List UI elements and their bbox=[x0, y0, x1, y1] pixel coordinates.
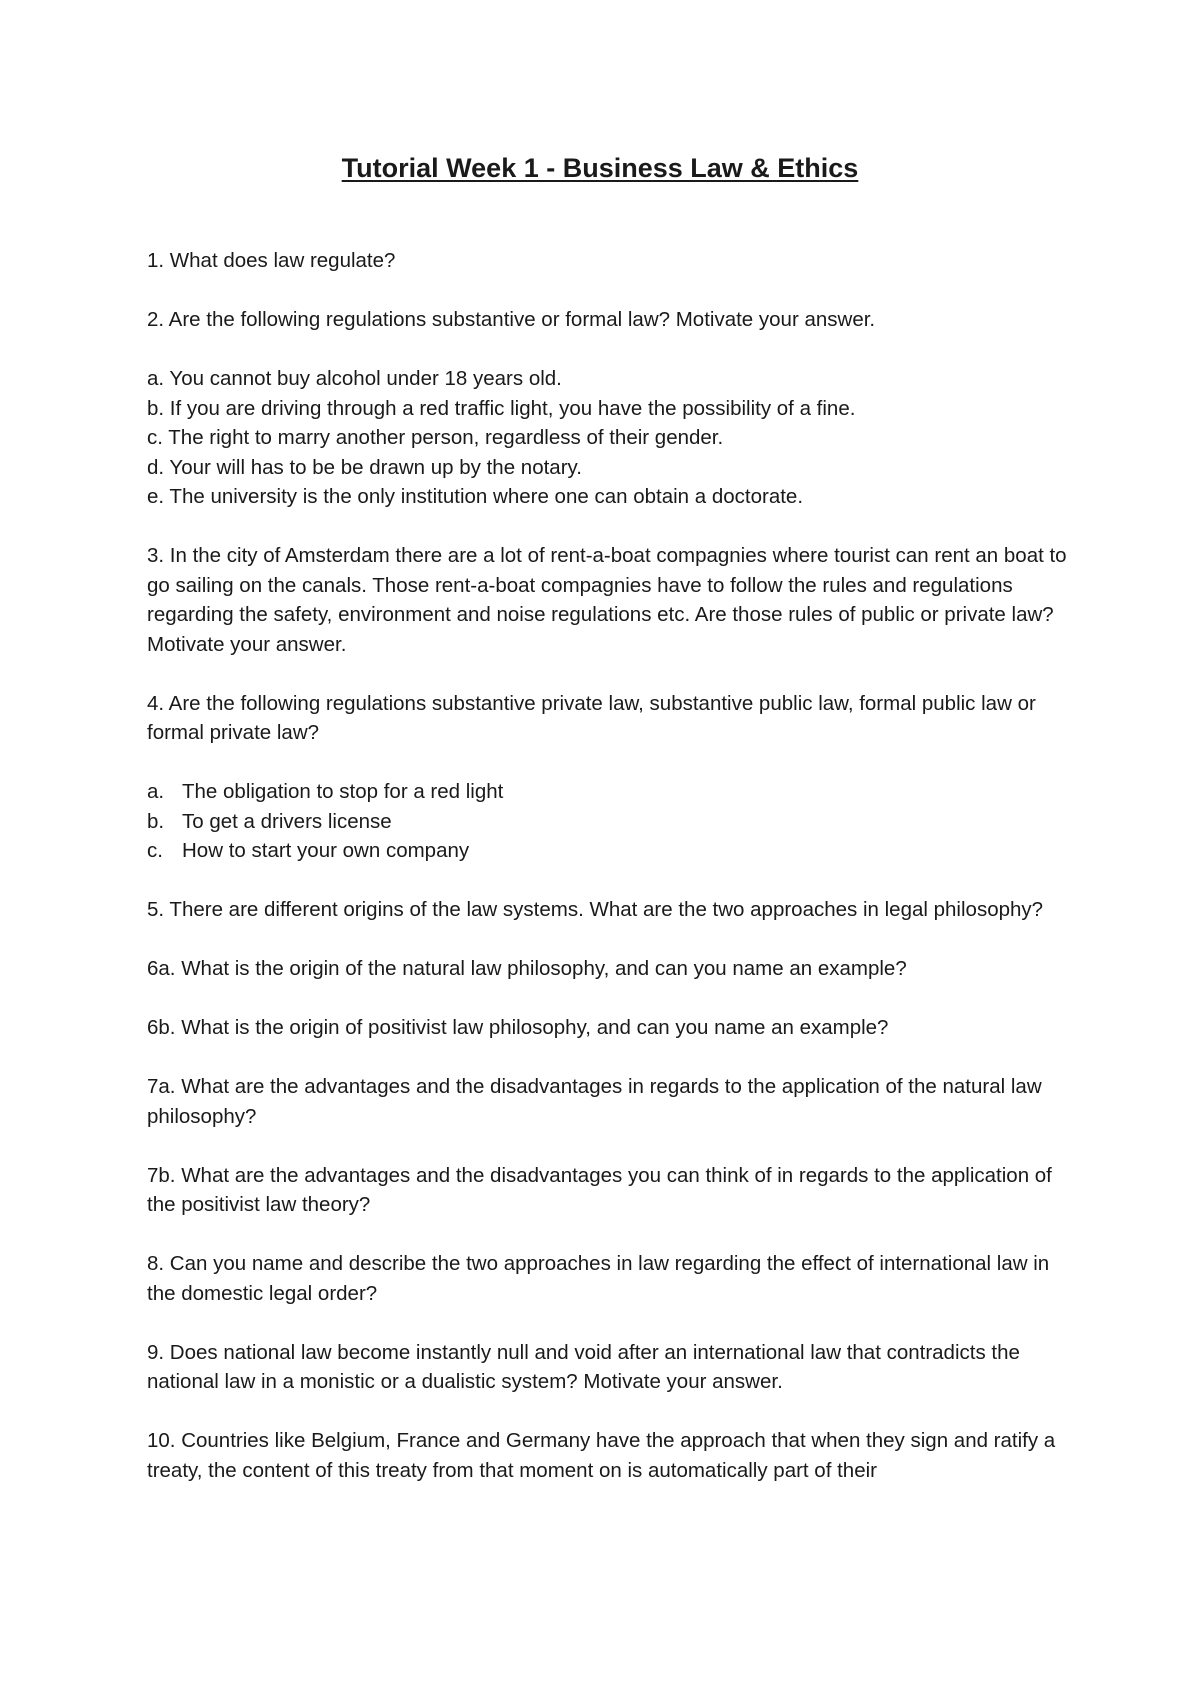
question-2-items bbox=[147, 364, 1067, 512]
question-4-item-c bbox=[147, 836, 1067, 866]
question-10: 10. Countries like Belgium, France and Germany have the approach that when they sign and ratify a treaty, the content of this treaty from that moment on is automatically part of their bbox=[147, 1429, 1056, 1482]
list-text: To get a drivers license bbox=[182, 809, 392, 833]
list-label: c. bbox=[147, 839, 163, 862]
question-4-item-a bbox=[147, 777, 1067, 807]
question-9: 9. Does national law become instantly null and void after an international law that contradicts the national law in a monistic or a dualistic system? Motivate your answer. bbox=[147, 1340, 1020, 1393]
question-4-item-b bbox=[147, 807, 1067, 837]
question-5: 5. There are different origins of the law systems. What are the two approaches in legal philosophy? bbox=[147, 898, 1044, 921]
question-4: 4. Are the following regulations substantive private law, substantive public law, formal public law or formal private law? bbox=[147, 691, 1036, 744]
document-title: Tutorial Week 1 - Business Law & Ethics bbox=[341, 153, 859, 183]
question-4-items bbox=[147, 777, 1067, 866]
question-2: 2. Are the following regulations substantive or formal law? Motivate your answer. bbox=[147, 308, 876, 331]
document-body bbox=[147, 246, 1067, 1485]
question-7b: 7b. What are the advantages and the disadvantages you can think of in regards to the application of the positivist law theory? bbox=[147, 1163, 1052, 1216]
question-3: 3. In the city of Amsterdam there are a lot of rent-a-boat compagnies where tourist can rent an boat to go sailing on the canals. Those rent-a-boat compagnies have to follow the rules and regulations regarding the safety, environment and noise regulations etc. Are those rules of public or private law? Motivate your answer. bbox=[147, 544, 1067, 656]
question-6b: 6b. What is the origin of positivist law philosophy, and can you name an example? bbox=[147, 1016, 889, 1039]
question-2-item-a: a. You cannot buy alcohol under 18 years old. bbox=[147, 367, 562, 390]
question-6a: 6a. What is the origin of the natural law philosophy, and can you name an example? bbox=[147, 957, 907, 980]
question-2-item-d: d. Your will has to be be drawn up by the notary. bbox=[147, 455, 582, 479]
list-label: b. bbox=[147, 809, 165, 833]
question-2-item-b: b. If you are driving through a red traffic light, you have the possibility of a fine. bbox=[147, 396, 856, 420]
question-2-item-c: c. The right to marry another person, regardless of their gender. bbox=[147, 426, 724, 449]
list-text: The obligation to stop for a red light bbox=[182, 780, 504, 803]
question-1: 1. What does law regulate? bbox=[147, 249, 396, 272]
question-8: 8. Can you name and describe the two approaches in law regarding the effect of international law in the domestic legal order? bbox=[147, 1252, 1050, 1305]
question-2-item-e: e. The university is the only institution where one can obtain a doctorate. bbox=[147, 485, 804, 508]
list-text: How to start your own company bbox=[182, 839, 470, 862]
list-label: a. bbox=[147, 780, 165, 803]
question-7a: 7a. What are the advantages and the disadvantages in regards to the application of the natural law philosophy? bbox=[147, 1075, 1042, 1128]
